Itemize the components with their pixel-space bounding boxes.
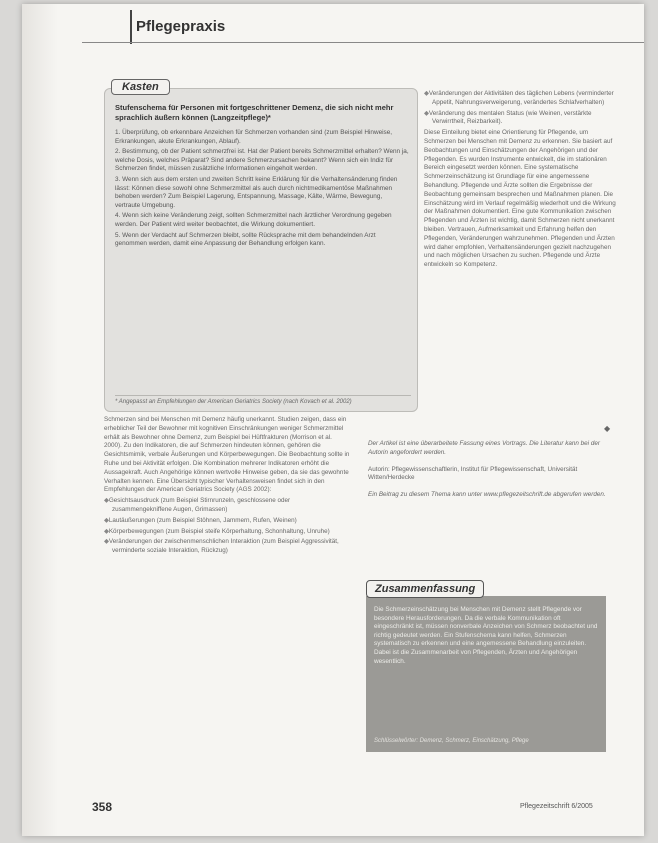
- kasten-list: [115, 129, 409, 251]
- body-paragraph: Diese Einteilung bietet eine Orientierung für Pflegende, um Schmerzen bei Menschen mit Demenz zu erkennen. Sie basiert auf Beobachtungen und Einschätzungen der Angehörigen und der Pflegenden. Es wurden Instrumente entwickelt, die im stationären Bereich eingesetzt werden können. Eine systematische Schmerzeinschätzung ist Grundlage für eine angemessene Behandlung. Pflegende und Ärzte sollten die Ergebnisse der Beobachtung gemeinsam besprechen und Maßnahmen planen. Die Einschätzung wird im Verlauf regelmäßig wiederholt und die Wirkung der Maßnahmen dokumentiert. Eine gute Kommunikation zwischen Pflegenden und Ärzten ist wichtig, damit Schmerzen nicht unerkannt bleiben. Vertrauen, Aufmerksamkeit und Erfahrung helfen den Pflegenden, Veränderungen wahrzunehmen. Pflegenden und Ärzten wird daher empfohlen, Verhaltensänderungen gezielt nachzugehen und nach möglichen Ursachen zu suchen. Pflegende und Ärzte entwickeln so Kompetenz.: [424, 129, 616, 269]
- header-accent-bar: [130, 10, 132, 44]
- right-column-bottom: [368, 440, 606, 502]
- kasten-item: 4. Wenn sich keine Veränderung zeigt, sollten Schmerzmittel nach ärztlicher Verordnung gegeben werden. Der Patient wird weiter beobachtet, die Wirkung dokumentiert.: [115, 212, 392, 228]
- list-item: ◆ Gesichtsausdruck (zum Beispiel Stirnrunzeln, geschlossene oder zusammengekniffene Augen, Grimassen): [104, 497, 350, 515]
- body-paragraph: Schmerzen sind bei Menschen mit Demenz häufig unerkannt. Studien zeigen, dass ein erheblicher Teil der Bewohner mit kognitiven Einschränkungen weniger Schmerzmittel erhält als Bewohner ohne Demenz, zum Beispiel bei Hüftfrakturen (Morrison et al. 2000). Zu den Indikatoren, die auf Schmerzen hindeuten können, gehören die Gesichtsmimik, verbale Äußerungen und Körperbewegungen. Die Beobachtung sollte in Ruhe und bei Aktivität erfolgen. Die Kombination mehrerer Indikatoren erhöht die Aussagekraft. Auch Angehörige können wertvolle Hinweise geben, da sie das gewohnte Verhalten kennen. Eine Übersicht typischer Verhaltensweisen findet sich in den Empfehlungen der American Geriatrics Society (AGS 2002):: [104, 416, 350, 494]
- summary-tab: Zusammenfassung: [366, 580, 484, 598]
- end-of-article-mark: ◆: [604, 424, 611, 433]
- left-column-bottom: [104, 416, 350, 558]
- summary-box: [366, 596, 606, 752]
- kasten-item: 2. Bestimmung, ob der Patient schmerzfrei ist. Hat der Patient bereits Schmerzmittel erhalten? Wenn ja, welche Dosis, welches Präparat? Sind andere Schmerzursachen bekannt? Wenn sich ein Indiz für Schmerzen findet, müssen zusätzliche Informationen eingeholt werden.: [115, 148, 409, 173]
- list-item: ◆ Veränderung des mentalen Status (wie Weinen, verstärkte Verwirrtheit, Reizbarkeit).: [424, 110, 616, 128]
- section-title: Pflegepraxis: [136, 18, 226, 35]
- kasten-item: 5. Wenn der Verdacht auf Schmerzen bleibt, sollte Rücksprache mit dem behandelnden Arzt genommen werden, damit eine Anpassung der Behandlung erfolgen kann.: [115, 231, 376, 248]
- page-binding-shadow: [22, 4, 58, 836]
- author-note: Der Artikel ist eine überarbeitete Fassung eines Vortrags. Die Literatur kann bei der Autorin angefordert werden.: [368, 440, 600, 456]
- header-rule: [82, 42, 644, 43]
- kasten-footnote: * Angepasst an Empfehlungen der American Geriatrics Society (nach Kovach et al. 2002): [115, 395, 411, 405]
- summary-keywords: Schlüsselwörter: Demenz, Schmerz, Einschätzung, Pflege: [374, 738, 529, 745]
- kasten-item: 3. Wenn sich aus dem ersten und zweiten Schritt keine Erklärung für die Verhaltensänderung finden lässt: Können diese sowohl ohne Schmerzmittel als auch durch nichtmedikamentöse Maßnahmen behoben werden? Zum Beispiel Lagerung, Entspannung, Massage, Kälte, Wärme, Bewegung, vertraute Umgebung.: [115, 175, 398, 209]
- list-item: ◆ Veränderungen der zwischenmenschlichen Interaktion (zum Beispiel Aggressivität, verminderte soziale Interaktion, Rückzug): [104, 538, 350, 556]
- link-note: Ein Beitrag zu diesem Thema kann unter www.pflegezeitschrift.de abgerufen werden.: [368, 491, 606, 499]
- list-item: ◆ Körperbewegungen (zum Beispiel steife Körperhaltung, Schonhaltung, Unruhe): [104, 528, 350, 537]
- summary-text: Die Schmerzeinschätzung bei Menschen mit Demenz stellt Pflegende vor besondere Herausforderungen. Da die verbale Kommunikation oft eingeschränkt ist, müssen nonverbale Anzeichen von Schmerz beobachtet und richtig gedeutet werden. Ein Stufenschema kann helfen, Schmerzen systematisch zu erkennen und eine angemessene Behandlung einzuleiten. Dabei ist die Zusammenarbeit von Pflegenden, Ärzten und Angehörigen wesentlich.: [374, 606, 598, 665]
- list-item: ◆ Veränderungen der Aktivitäten des täglichen Lebens (verminderter Appetit, Nahrungsverweigerung, verändertes Schlafverhalten): [424, 90, 616, 108]
- kasten-title: Stufenschema für Personen mit fortgeschrittener Demenz, die sich nicht mehr sprachlich äußern können (Langzeitpflege)*: [115, 103, 394, 122]
- journal-footer: Pflegezeitschrift 6/2005: [520, 803, 593, 810]
- right-column-top: [424, 90, 616, 272]
- page-number: 358: [92, 800, 113, 814]
- kasten-tab: Kasten: [111, 79, 170, 95]
- author-info: Autorin: Pflegewissenschaftlerin, Institut für Pflegewissenschaft, Universität Witten/Herdecke: [368, 465, 578, 482]
- kasten-box: [104, 81, 418, 412]
- kasten-item: 1. Überprüfung, ob erkennbare Anzeichen für Schmerzen vorhanden sind (zum Beispiel Hinweise, Erkrankungen, akute Erkrankungen, Ablauf).: [115, 129, 393, 145]
- list-item: ◆ Lautäußerungen (zum Beispiel Stöhnen, Jammern, Rufen, Weinen): [104, 517, 350, 526]
